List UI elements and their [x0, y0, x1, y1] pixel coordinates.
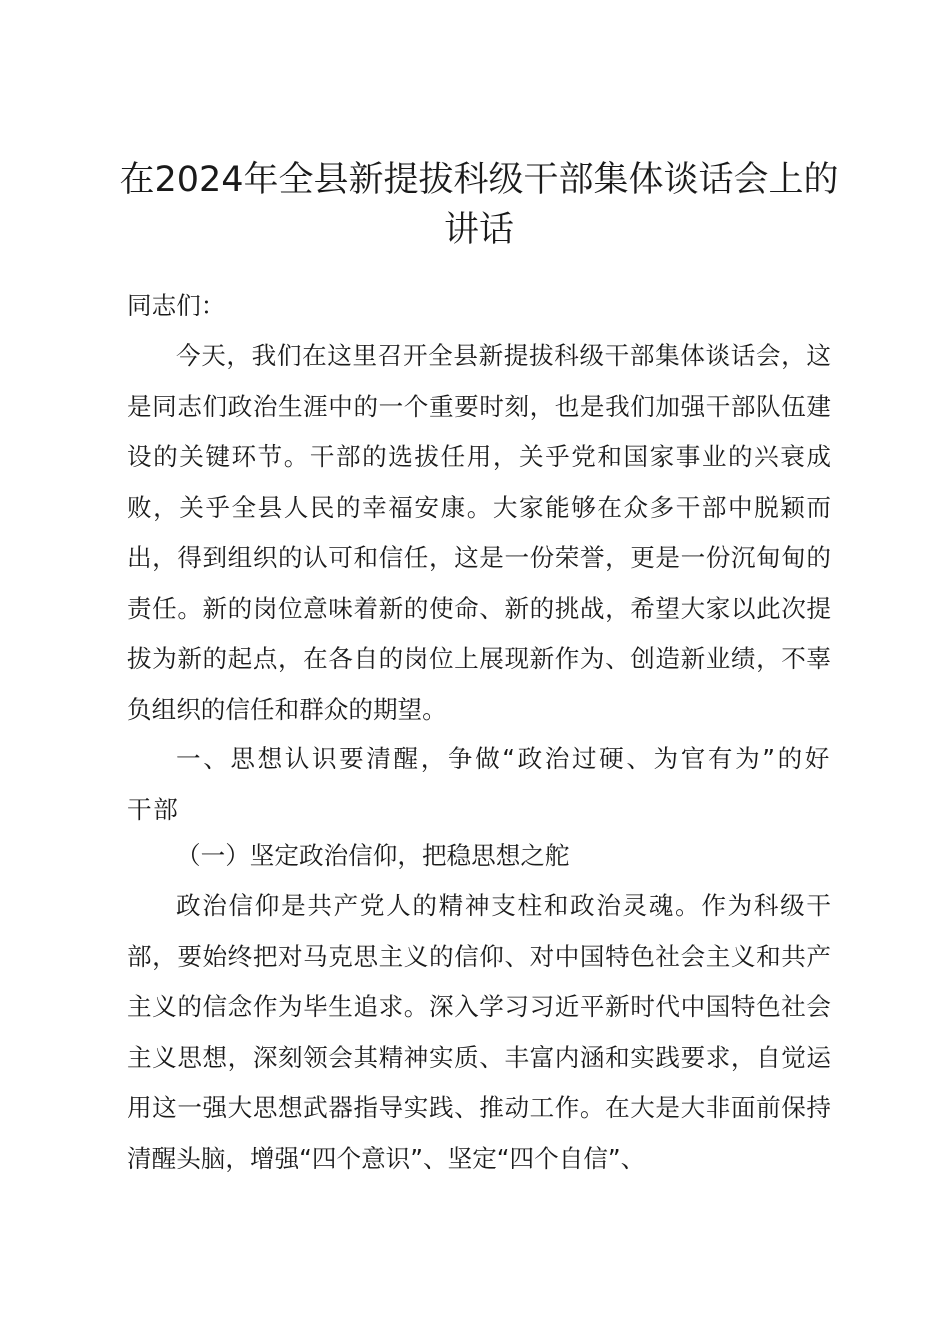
body-paragraph: 政治信仰是共产党人的精神支柱和政治灵魂。作为科级干部，要始终把对马克思主义的信仰、对中国特色社会主义和共产主义的信念作为毕生追求。深入学习习近平新时代中国特色社会主义思想，深刻领会其精神实质、丰富内涵和实践要求，自觉运用这一强大思想武器指导实践、推动工作。在大是大非面前保持清醒头脑，增强“四个意识”、坚定“四个自信”、 [127, 891, 831, 1173]
salutation: 同志们： [127, 291, 226, 320]
subsection-heading: （一）坚定政治信仰，把稳思想之舵 [176, 841, 570, 870]
body-paragraph: 今天，我们在这里召开全县新提拔科级干部集体谈话会，这是同志们政治生涯中的一个重要时刻，也是我们加强干部队伍建设的关键环节。干部的选拔任用，关乎党和国家事业的兴衰成败，关乎全县人民的幸福安康。大家能够在众多干部中脱颖而出，得到组织的认可和信任，这是一份荣誉，更是一份沉甸甸的责任。新的岗位意味着新的使命、新的挑战，希望大家以此次提拔为新的起点，在各自的岗位上展现新作为、创造新业绩，不辜负组织的信任和群众的期望。 [127, 341, 831, 724]
document-title: 在2024年全县新提拔科级干部集体谈话会上的讲话 [119, 160, 839, 250]
section-heading: 一、思想认识要清醒，争做“政治过硬、为官有为”的好干部 [127, 744, 831, 824]
